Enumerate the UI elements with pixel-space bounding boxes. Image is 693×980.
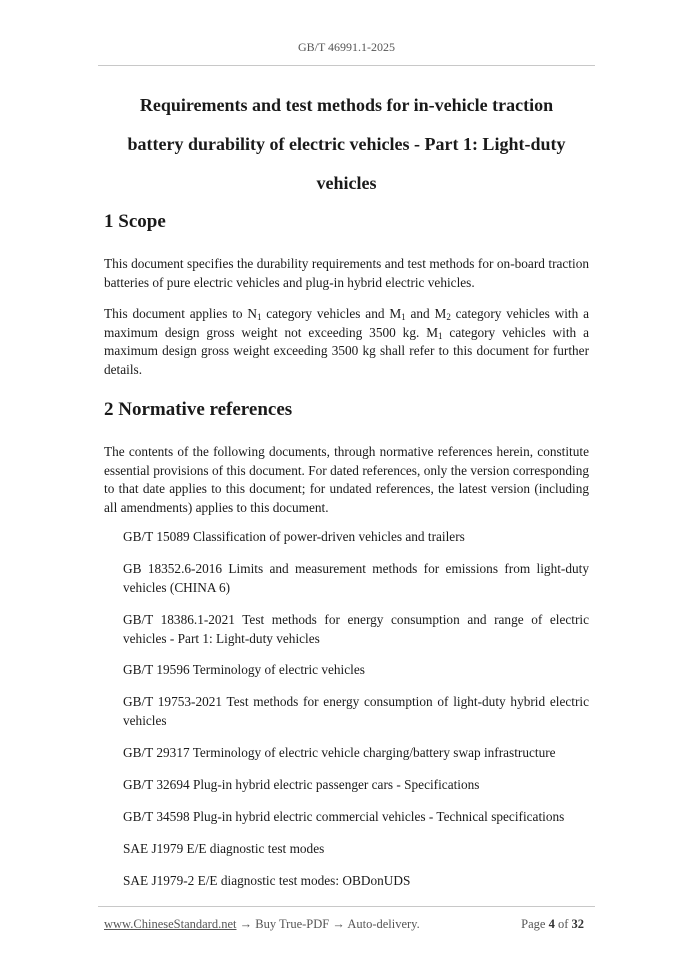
page-footer [104, 917, 584, 932]
subscript: 1 [401, 312, 406, 322]
arrow-icon: → [332, 917, 345, 931]
section-heading-scope: 1 Scope [104, 211, 166, 232]
reference-item: GB 18352.6-2016 Limits and measurement methods for emissions from light-duty vehicles (CHINA 6) [123, 561, 589, 595]
normative-intro-paragraph: The contents of the following documents, through normative references herein, constitute essential provisions of this document. For dated references, only the version corresponding to that date applies to this document; for undated references, the latest version (including all amendments) applies to this document. [104, 444, 589, 515]
scope-paragraph-2 [104, 305, 589, 379]
page-indicator [521, 917, 584, 932]
title-line-2: battery durability of electric vehicles - Part 1: Light-duty [127, 134, 566, 154]
scope-p2-text: category vehicles and M [261, 306, 402, 321]
scope-paragraph-1: This document specifies the durability requirements and test methods for on-board traction batteries of pure electric vehicles and plug-in hybrid electric vehicles. [104, 256, 589, 290]
subscript: 1 [438, 330, 443, 341]
reference-item: GB/T 18386.1-2021 Test methods for energy consumption and range of electric vehicles - Part 1: Light-duty vehicles [123, 612, 589, 646]
reference-item: GB/T 19596 Terminology of electric vehicles [123, 662, 365, 677]
scope-p2-text: category vehicles with a maximum design gross weight exceeding 3500 kg shall refer to this document for further details. [104, 324, 589, 377]
buy-true-pdf-link[interactable]: Buy True-PDF [255, 917, 330, 931]
auto-delivery-text: Auto-delivery. [347, 917, 420, 931]
reference-item: GB/T 34598 Plug-in hybrid electric commercial vehicles - Technical specifications [123, 809, 565, 824]
subscript: 2 [446, 312, 451, 322]
page-word: Page [521, 917, 546, 931]
website-link[interactable]: www.ChineseStandard.net [104, 917, 237, 931]
footer-rule [98, 906, 595, 907]
arrow-icon: → [239, 917, 253, 931]
scope-p2-text: This document applies to N [104, 306, 257, 321]
of-word: of [557, 917, 569, 931]
running-header: GB/T 46991.1-2025 [297, 40, 396, 54]
reference-item: SAE J1979-2 E/E diagnostic test modes: OBDonUDS [123, 873, 411, 888]
page-total: 32 [571, 917, 584, 931]
scope-p2-text: and M [405, 306, 447, 321]
reference-item: GB/T 29317 Terminology of electric vehicle charging/battery swap infrastructure [123, 745, 556, 760]
reference-item: GB/T 15089 Classification of power-driven vehicles and trailers [123, 529, 465, 544]
document-title [104, 86, 589, 203]
scope-p2-text: category vehicles with a maximum design gross weight not exceeding 3500 kg. M [104, 306, 589, 340]
header-rule [98, 65, 595, 66]
title-line-3: vehicles [316, 173, 377, 193]
page-number: 4 [548, 917, 555, 931]
section-heading-normative-references: 2 Normative references [104, 399, 293, 420]
subscript: 1 [256, 312, 262, 322]
reference-item: GB/T 32694 Plug-in hybrid electric passenger cars - Specifications [123, 777, 480, 792]
title-line-1: Requirements and test methods for in-vehicle traction [139, 95, 554, 115]
reference-item: SAE J1979 E/E diagnostic test modes [123, 841, 325, 856]
reference-item: GB/T 19753-2021 Test methods for energy consumption of light-duty hybrid electric vehicles [123, 694, 589, 728]
